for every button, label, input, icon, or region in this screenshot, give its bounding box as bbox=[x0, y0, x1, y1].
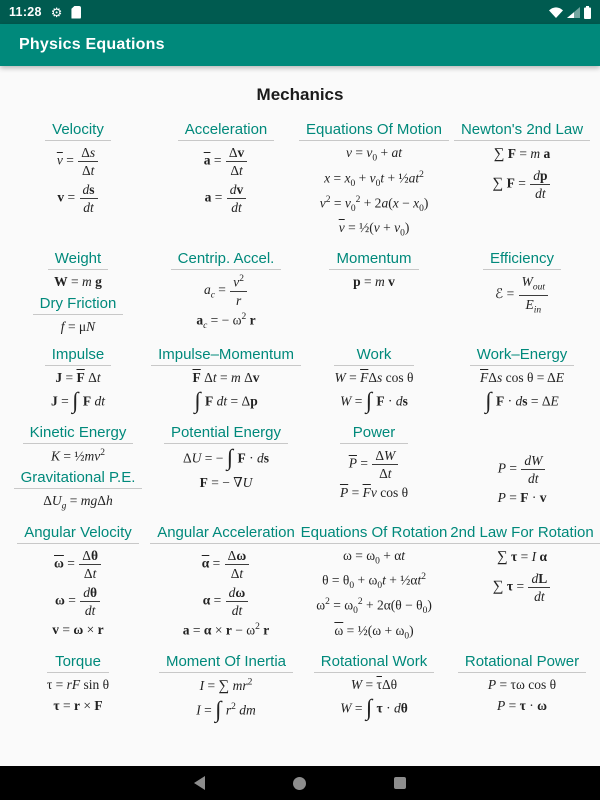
equation: $\overline{F}\Delta s$ cos θ = ΔE bbox=[480, 370, 564, 385]
equation-section bbox=[178, 121, 275, 219]
app-bar bbox=[0, 24, 600, 66]
grid-cell bbox=[152, 121, 300, 219]
equation: P = τω cos θ bbox=[487, 677, 557, 693]
equation: $\Delta U_g = mg\Delta h$ bbox=[43, 493, 113, 512]
grid-cell bbox=[448, 653, 596, 719]
section-title-link[interactable]: Work–Energy bbox=[470, 346, 575, 366]
cellular-signal-icon bbox=[567, 7, 580, 18]
grid-cell bbox=[300, 524, 448, 647]
equation: ω = $\frac{d\theta}{dt}$ bbox=[17, 585, 139, 618]
grid-cell bbox=[4, 424, 152, 518]
equation-section bbox=[498, 449, 547, 511]
equation-section bbox=[329, 250, 418, 295]
section-title-link[interactable]: Newton's 2nd Law bbox=[454, 121, 590, 141]
grid-cell bbox=[300, 346, 448, 418]
recents-icon[interactable] bbox=[394, 777, 406, 789]
section-title-link[interactable]: Efficiency bbox=[483, 250, 561, 270]
section-title-link[interactable]: Impulse bbox=[45, 346, 112, 366]
equation: $K = \frac{1}{2}mv^2$ bbox=[50, 447, 105, 464]
sim-card-icon bbox=[71, 6, 81, 19]
section-title-link[interactable]: Power bbox=[340, 424, 408, 444]
equation: ∑ τ = I α bbox=[496, 548, 548, 565]
equation-section bbox=[45, 346, 112, 418]
section-title-link[interactable]: Equations Of Motion bbox=[299, 121, 449, 141]
status-bar-right bbox=[549, 6, 591, 19]
equation-section bbox=[47, 653, 109, 719]
section-title-link[interactable]: Impulse–Momentum bbox=[151, 346, 301, 366]
equation: $\overline{\omega}$ = $\frac{\Delta\theta}{\Delta t}$ bbox=[17, 548, 139, 581]
equation-section bbox=[171, 250, 282, 337]
section-title-link[interactable]: Angular Velocity bbox=[17, 524, 139, 544]
grid-cell bbox=[448, 250, 596, 320]
equation: τ = r × F bbox=[53, 697, 103, 713]
page-title: Mechanics bbox=[256, 85, 344, 104]
equation-section bbox=[483, 250, 561, 320]
equation: $a = \alpha \times r - \omega^2$ r bbox=[182, 622, 270, 638]
equation: ∑ τ = $\frac{dL}{dt}$ bbox=[443, 571, 600, 604]
equation-section bbox=[314, 653, 434, 725]
grid-cell bbox=[448, 346, 596, 418]
section-title-link[interactable]: Acceleration bbox=[178, 121, 275, 141]
section-title-link[interactable]: Velocity bbox=[45, 121, 111, 141]
equation-section bbox=[454, 121, 590, 205]
equation-section bbox=[48, 250, 108, 295]
equation: P = $\frac{dW}{dt}$ bbox=[498, 453, 547, 486]
navigation-bar bbox=[0, 766, 600, 800]
clock: 11:28 bbox=[9, 5, 42, 19]
section-title-link[interactable]: 2nd Law For Rotation bbox=[443, 524, 600, 544]
grid-cell bbox=[4, 524, 152, 643]
grid-cell bbox=[448, 524, 596, 608]
equation: P = τ · ω bbox=[497, 697, 547, 713]
section-title-link[interactable]: Angular Acceleration bbox=[150, 524, 302, 544]
home-icon[interactable] bbox=[293, 777, 306, 790]
equation-section bbox=[23, 424, 134, 469]
grid-cell bbox=[300, 121, 448, 244]
status-bar bbox=[0, 0, 600, 24]
equation-row bbox=[4, 346, 596, 418]
equation-section bbox=[470, 346, 575, 418]
equation-row bbox=[4, 424, 596, 518]
equation: $\overline{a}$ = $\frac{\Delta v}{\Delta t}$ bbox=[178, 145, 275, 178]
section-title-link[interactable]: Potential Energy bbox=[164, 424, 288, 444]
equation: $\overline{P} = \overline{F}v$ cos θ bbox=[339, 485, 409, 501]
gear-icon: ⚙ bbox=[50, 4, 63, 20]
grid-cell bbox=[152, 424, 300, 496]
grid-cell bbox=[300, 424, 448, 506]
equation: $v^2 = v_0^2 + 2a(x - x_0)$ bbox=[319, 194, 429, 214]
equation: $\overline{v}$ = $\frac{\Delta s}{\Delta t}$ bbox=[45, 145, 111, 178]
grid-cell bbox=[4, 250, 152, 340]
equation: W = m g bbox=[54, 274, 102, 290]
section-title-link[interactable]: Kinetic Energy bbox=[23, 424, 134, 444]
equation-section bbox=[14, 469, 143, 518]
app-title: Physics Equations bbox=[19, 36, 165, 53]
grid-cell bbox=[300, 653, 448, 725]
equation: τ = rF sin θ bbox=[46, 677, 110, 693]
equation: P = F · v bbox=[497, 490, 547, 506]
equation-section bbox=[443, 524, 600, 608]
grid-cell bbox=[4, 653, 152, 719]
equation-section bbox=[45, 121, 111, 219]
section-title-link[interactable]: Weight bbox=[48, 250, 108, 270]
grid-cell bbox=[4, 121, 152, 219]
equation: W = ∫ F · ds bbox=[340, 387, 408, 413]
equation: $W = \overline{F}\Delta s$ cos θ bbox=[334, 370, 414, 385]
equation: ∫ F dt = Δp bbox=[194, 387, 258, 413]
equation: v = $\frac{ds}{dt}$ bbox=[45, 182, 111, 215]
equation-section bbox=[17, 524, 139, 643]
equation: $\overline{v}$ = ½(v + $v_0$) bbox=[338, 219, 410, 239]
section-title-link[interactable]: Centrip. Accel. bbox=[171, 250, 282, 270]
equation: $\overline{F}$ Δt = m Δv bbox=[192, 370, 260, 385]
equation-row bbox=[4, 524, 596, 647]
equation: p = m v bbox=[353, 274, 395, 290]
section-title-link[interactable]: Equations Of Rotation bbox=[294, 524, 455, 544]
equation-section bbox=[458, 653, 586, 719]
equation: $\omega^2 = \omega_0^2 + 2\alpha(\theta - \theta_0)$ bbox=[316, 597, 432, 617]
equation: v = ω × r bbox=[52, 622, 104, 638]
section-title-link[interactable]: Moment Of Inertia bbox=[159, 653, 293, 673]
section-title-link[interactable]: Work bbox=[334, 346, 413, 366]
section-title-link[interactable]: Rotational Work bbox=[314, 653, 434, 673]
equation: $a_c$ = $\frac{v^2}{r}$ bbox=[171, 274, 282, 308]
content-area bbox=[0, 66, 600, 766]
equation: $v = v_0$ + at bbox=[346, 145, 403, 164]
section-title-link[interactable]: Dry Friction bbox=[33, 295, 124, 315]
equation: I = ∑ $mr^2$ bbox=[199, 677, 253, 695]
equation-section bbox=[340, 424, 408, 506]
grid-cell bbox=[4, 346, 152, 418]
equation: I = ∫ $r^2$ dm bbox=[196, 696, 256, 722]
equation-section bbox=[299, 121, 449, 244]
equation: ∫ F · ds = ΔE bbox=[485, 387, 559, 413]
equation: ℰ = $W_{out}$ $E_{in}$ bbox=[483, 274, 561, 316]
equation: $\overline{\omega}$ = ½(ω + $\omega_0$) bbox=[334, 622, 414, 642]
section-title-link[interactable]: Gravitational P.E. bbox=[14, 469, 143, 489]
equation: $\overline{P}$ = $\frac{\Delta W}{\Delta t}$ bbox=[340, 448, 408, 481]
equation: ∑ F = m a bbox=[493, 146, 551, 162]
equation-row bbox=[4, 653, 596, 727]
grid-cell bbox=[152, 524, 300, 644]
equation: $\theta = \theta_0 + \omega_0t$ + $\frac{1}{2}\alpha t^2$ bbox=[322, 572, 426, 592]
equation-section bbox=[151, 346, 301, 418]
equation-row bbox=[4, 121, 596, 244]
equation-section bbox=[33, 295, 124, 340]
grid-cell bbox=[152, 653, 300, 727]
equation: $\omega = \omega_0 + \alpha t$ bbox=[342, 547, 406, 567]
grid-cell bbox=[152, 250, 300, 337]
grid-cell bbox=[448, 424, 596, 511]
equation: f = μN bbox=[60, 319, 96, 335]
section-title-link[interactable]: Rotational Power bbox=[458, 653, 586, 673]
section-title-link[interactable]: Momentum bbox=[329, 250, 418, 270]
equation-section bbox=[159, 653, 293, 727]
wifi-icon bbox=[549, 7, 563, 18]
equation-section bbox=[334, 346, 413, 418]
equation: a = $\frac{dv}{dt}$ bbox=[178, 182, 275, 215]
grid-cell bbox=[448, 121, 596, 205]
equations-grid bbox=[4, 121, 596, 727]
equation-section bbox=[164, 424, 288, 496]
equation: $J = \overline{F}$ Δt bbox=[55, 370, 101, 385]
equation: $x = x_0 + v_0t$ + $\frac{1}{2}at^2$ bbox=[324, 169, 424, 189]
grid-cell bbox=[152, 346, 300, 418]
equation: W = ∫ τ · dθ bbox=[340, 694, 408, 720]
section-title-link[interactable]: Torque bbox=[47, 653, 109, 673]
equation: ΔU = − ∫ F · ds bbox=[182, 444, 269, 470]
grid-cell bbox=[300, 250, 448, 295]
equation: J = ∫ F dt bbox=[51, 387, 105, 413]
equation-row bbox=[4, 250, 596, 340]
equation-section bbox=[150, 524, 302, 644]
battery-icon bbox=[584, 6, 591, 19]
equation: $\overline{\alpha}$ = $\frac{\Delta\omega}{\Delta t}$ bbox=[150, 548, 302, 581]
equation: $a_c$ = − $\omega^2$ r bbox=[196, 311, 256, 332]
equation: ∑ F = $\frac{dp}{dt}$ bbox=[454, 168, 590, 201]
equation: α = $\frac{d\omega}{dt}$ bbox=[150, 585, 302, 618]
equation: F = − ∇U bbox=[199, 474, 253, 490]
back-icon[interactable] bbox=[194, 776, 205, 790]
equation: $W = \overline{\tau}\Delta\theta$ bbox=[350, 677, 398, 693]
equation-section bbox=[294, 524, 455, 647]
